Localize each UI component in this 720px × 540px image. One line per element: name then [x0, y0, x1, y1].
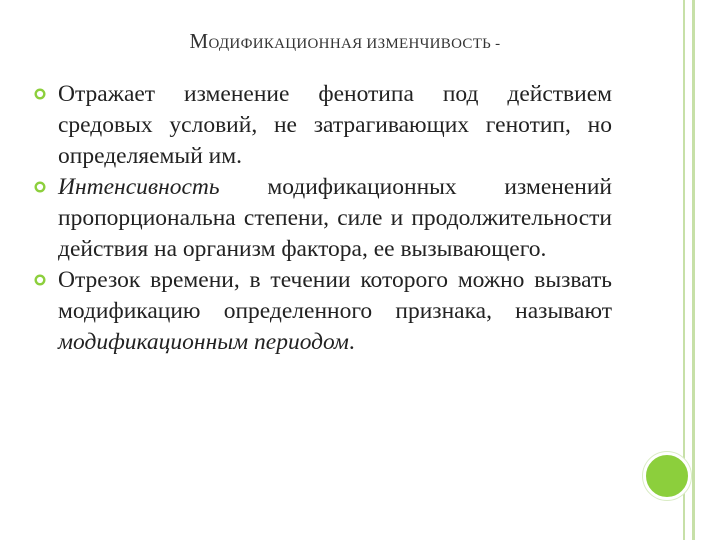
bullet-item-2	[58, 172, 612, 265]
ring-bullet-icon	[34, 88, 46, 100]
bullet-text: Отрезок времени, в течении которого можно вызвать модификацию определенного признака, называют	[58, 267, 612, 324]
bullet-italic-lead: Интенсивность	[58, 174, 220, 200]
title-first-letter: М	[189, 29, 209, 53]
decorative-circle	[643, 452, 691, 500]
bullet-text: Отражает изменение фенотипа под действием средовых условий, не затрагивающих генотип, но определяемый им.	[58, 81, 612, 169]
bullet-end-punct: .	[348, 329, 355, 355]
bullet-item-3	[58, 265, 612, 358]
bullet-item-1	[58, 79, 612, 172]
ring-bullet-icon	[34, 274, 46, 286]
bullet-text: модификационных изменений пропорциональна степени, силе и продолжительности действия на организм фактора, ее вызывающего.	[58, 174, 612, 262]
title-rest: ОДИФИКАЦИОННАЯ ИЗМЕНЧИВОСТЬ -	[208, 36, 501, 52]
decorative-rule-outer	[692, 0, 695, 540]
slide-title	[0, 29, 690, 54]
bullet-italic-term: модификационным периодом	[58, 329, 349, 355]
ring-bullet-icon	[34, 181, 46, 193]
bullet-list	[58, 79, 612, 358]
